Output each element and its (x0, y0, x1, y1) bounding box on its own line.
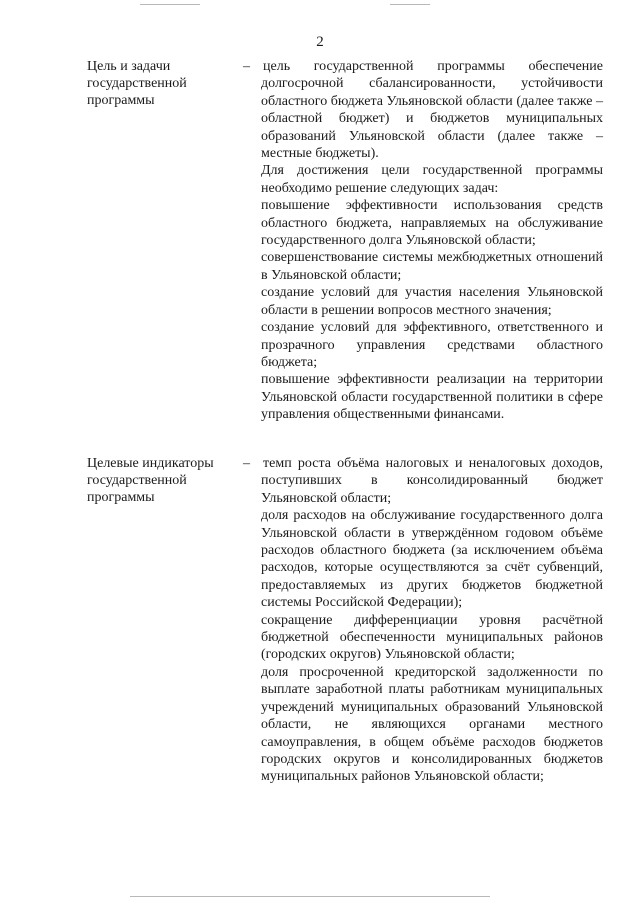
section-label: Целевые индикаторы государственной программы (87, 456, 214, 505)
paragraph: доля просроченной кредиторской задолженности по выплате заработной платы работникам муниципальных учреждений муниципальных образований Ульяновской области, не являющихся органами местного самоуправления, в общем объёме расходов бюджетов городских округов и консолидированных бюджетов муниципальных районов Ульяновской области; (261, 664, 603, 785)
page-number: 2 (316, 34, 324, 50)
dash-separator: – (243, 59, 250, 74)
scan-artifact-top (390, 4, 430, 5)
section-label: Цель и задачи государственной программы (87, 59, 187, 108)
section-content (261, 455, 603, 786)
scan-artifact-bottom (130, 896, 490, 897)
paragraph: сокращение дифференциации уровня расчётной бюджетной обеспеченности муниципальных районов (городских округов) Ульяновской области; (261, 612, 603, 663)
scan-artifact-top (140, 4, 200, 5)
section-content (261, 58, 603, 424)
paragraph: темп роста объёма налоговых и неналоговых доходов, поступивших в консолидированный бюджет Ульяновской области; (261, 456, 603, 506)
paragraph: доля расходов на обслуживание государственного долга Ульяновской области в утверждённом годовом объёме расходов областного бюджета (за исключением объёма расходов, которые осуществляются за счёт субвенций, предоставляемых из других бюджетов бюджетной системы Российской Федерации); (261, 508, 603, 611)
paragraph: создание условий для участия населения Ульяновской области в решении вопросов местного значения; (261, 285, 603, 318)
paragraph: Для достижения цели государственной программы необходимо решение следующих задач: (261, 163, 603, 196)
paragraph: создание условий для эффективного, ответственного и прозрачного управления средствами областного бюджета; (261, 320, 603, 370)
paragraph: совершенствование системы межбюджетных отношений в Ульяновской области; (261, 250, 603, 283)
paragraph: повышение эффективности использования средств областного бюджета, направляемых на обслуживание государственного долга Ульяновской области; (261, 198, 603, 249)
paragraph: повышение эффективности реализации на территории Ульяновской области государственной политики в сфере управления общественными финансами. (261, 372, 603, 423)
paragraph: цель государственной программы обеспечение долгосрочной сбалансированности, устойчивости областного бюджета Ульяновской области (далее также – областной бюджет) и бюджетов муниципальных образований Ульяновской области (далее также – местные бюджеты). (261, 59, 603, 162)
dash-separator: – (243, 456, 250, 471)
